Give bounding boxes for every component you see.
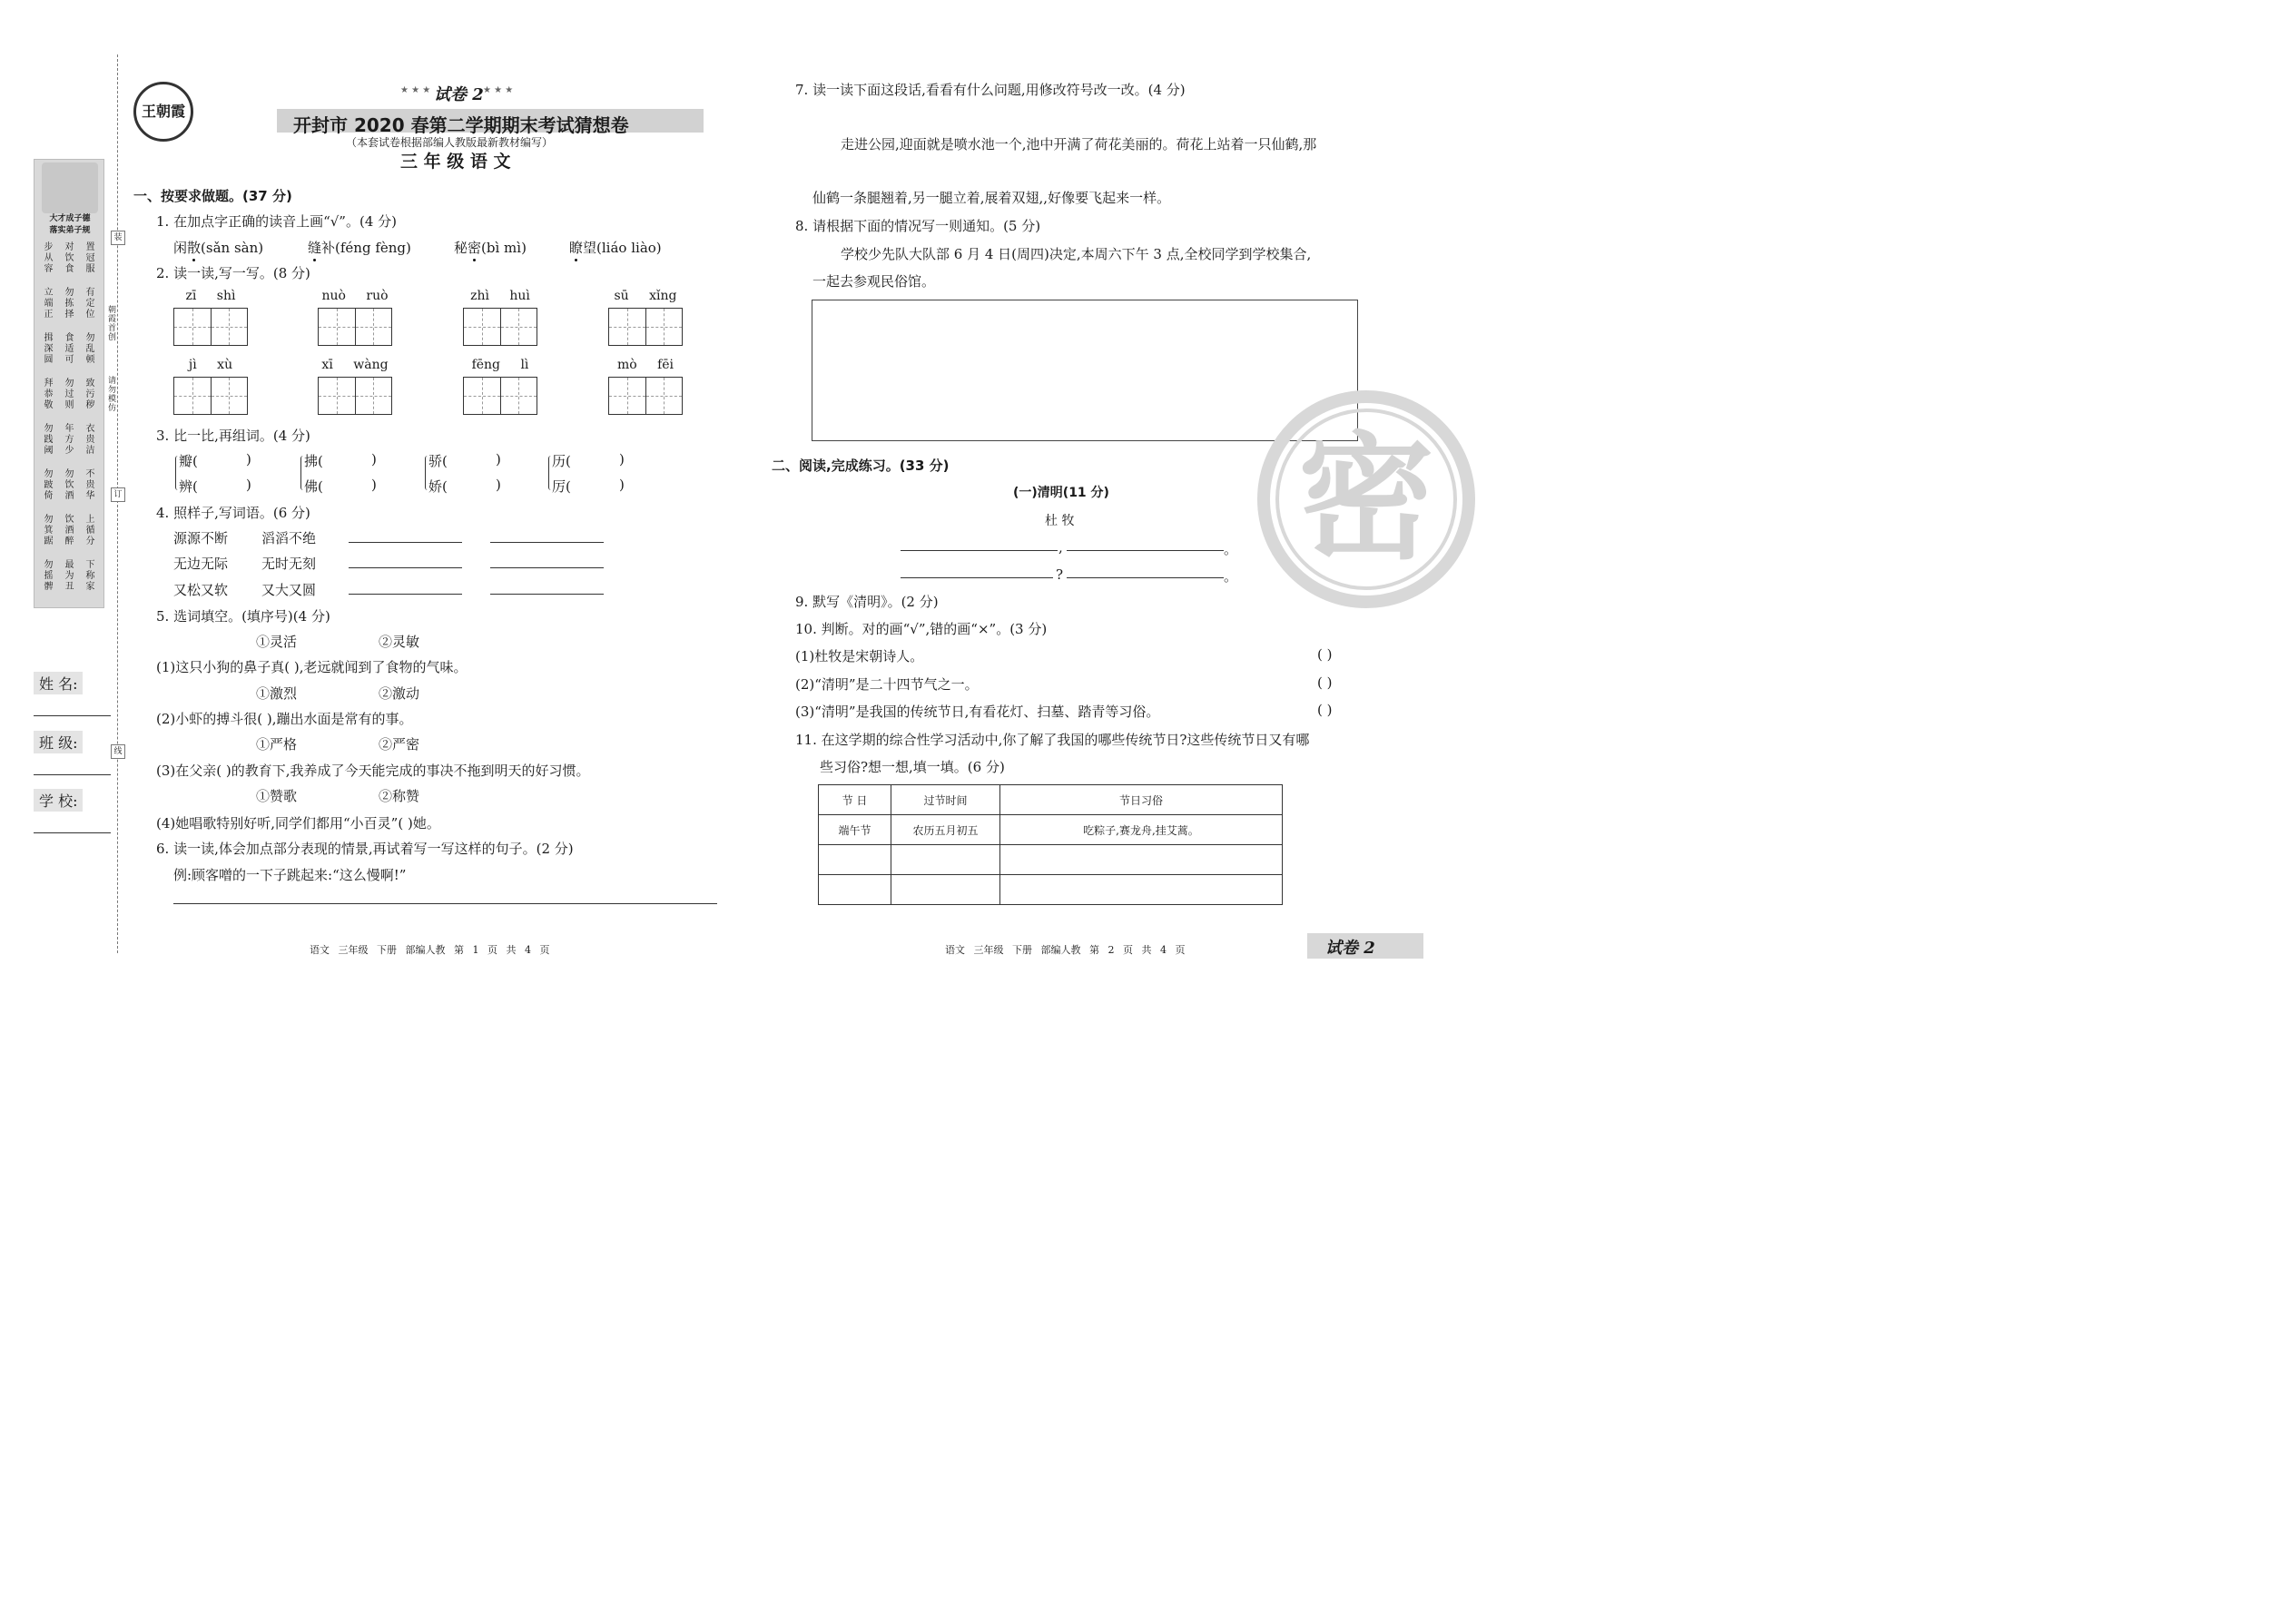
poem-line-1[interactable] [901,550,1058,551]
dizigui-rule: 勿乱顿 [84,332,94,365]
q5-option-2: ②激动 [379,685,420,702]
q2-writing-grid[interactable] [463,377,537,415]
q1-dotted-char: 望 [583,240,597,256]
q1-item [454,238,527,257]
seal-mark-zhuang: 装 [111,231,125,245]
dizigui-rule: 立端正 [42,287,52,320]
q3-char-a: 瓣( [179,453,198,469]
dizigui-rule: 勿拣择 [63,287,73,320]
dizigui-rule: 步从容 [42,241,52,274]
q1-word-char: 闲 [173,240,188,256]
q3-close-a[interactable]: ) [371,451,377,468]
dizigui-rule: 勿摇髀 [42,559,52,592]
dizigui-rule: 勿跛倚 [42,468,52,501]
q2-pinyin: nuò ruò [321,289,389,303]
q9-prompt: 9. 默写《清明》。(2 分) [795,594,939,610]
table-cell[interactable] [1000,845,1283,875]
q1-options[interactable]: (féng fèng) [335,240,411,256]
q4-answer-line[interactable] [490,594,604,595]
q1-dotted-char: 密 [468,240,482,256]
table-cell: 农历五月初五 [891,815,1000,845]
poem-question: ? [1056,566,1064,583]
poem-line-4[interactable] [1067,577,1224,578]
dizigui-rule: 勿箕踞 [42,514,52,546]
q4-example-2: 滔滔不绝 [261,530,317,546]
q4-answer-line[interactable] [349,567,462,568]
q8-para-2: 一起去参观民俗馆。 [812,273,936,290]
grid-cell[interactable] [319,378,356,414]
motto-line-1: 大才成子德 [49,214,91,223]
q8-para-1: 学校少先队大队部 6 月 4 日(周四)决定,本周六下午 3 点,全校同学到学校集合, [841,246,1312,262]
table-cell: 吃粽子,赛龙舟,挂艾蒿。 [1000,815,1283,845]
q4-example-2: 又大又圆 [261,582,317,598]
grid-cell[interactable] [174,309,212,345]
poem-period-1: 。 [1224,541,1238,557]
q2-writing-grid[interactable] [173,377,248,415]
q1-word-char: 瞭 [569,240,584,256]
q4-example-1: 无边无际 [173,556,229,572]
q7-prompt: 7. 读一读下面这段话,看看有什么问题,用修改符号改一改。(4 分) [795,82,1186,98]
q10-answer-paren[interactable]: ( ) [1317,674,1333,691]
q4-prompt: 4. 照样子,写词语。(6 分) [156,505,310,521]
q2-writing-grid[interactable] [608,308,683,346]
q5-option-1: ①激烈 [256,685,298,702]
grid-cell[interactable] [501,309,537,345]
dizigui-rule: 勿过则 [63,378,73,410]
q10-statement: (2)“清明”是二十四节气之一。 [795,676,979,693]
q4-example-1: 源源不断 [173,530,229,546]
q4-example-2: 无时无刻 [261,556,317,572]
section1-heading: 一、按要求做题。(37 分) [133,188,292,204]
q1-options[interactable]: (bì mì) [481,240,527,256]
grid-cell[interactable] [356,309,392,345]
q2-pinyin: zhì huì [470,289,530,303]
brand-logo: 王朝霞 [133,82,193,142]
dizigui-rule: 食适可 [63,332,73,365]
dizigui-rule: 饮酒醉 [63,514,73,546]
table-cell[interactable] [819,845,891,875]
q5-sentence[interactable]: (4)她唱歌特别好听,同学们都用“小百灵”( )她。 [156,815,440,832]
q2-pinyin: jì xù [188,358,233,372]
copyright-stamp-2: 请勿模仿 [106,376,115,412]
grid-cell[interactable] [501,378,537,414]
dizigui-rule: 置冠服 [84,241,94,274]
class-field[interactable] [34,774,111,775]
q6-prompt: 6. 读一读,体会加点部分表现的情景,再试着写一写这样的句子。(2 分) [156,841,574,857]
grid-cell[interactable] [212,378,248,414]
dizigui-rule: 勿饮酒 [63,468,73,501]
q10-statement: (1)杜牧是宋朝诗人。 [795,648,924,664]
q3-brace [300,456,304,490]
copyright-stamp-1: 朝霞首创 [106,305,115,341]
paper-label: 试卷 2 [434,85,484,104]
q5-option-2: ②灵敏 [379,634,420,650]
q1-item [173,238,263,257]
grid-cell[interactable] [646,378,683,414]
q3-char-b: 辨( [179,478,198,495]
confidential-seal: 密 [1275,408,1457,590]
q3-char-b: 娇( [428,478,448,495]
q2-pinyin: mò fēi [616,358,674,372]
exam-subtitle: （本套试卷根据部编人教版最新教材编写） [346,136,554,149]
q3-close-a[interactable]: ) [496,451,501,468]
dizigui-rule: 拜恭敬 [42,378,52,410]
q3-close-a[interactable]: ) [246,451,251,468]
q3-close-b[interactable]: ) [496,477,501,493]
school-field[interactable] [34,832,111,833]
dizigui-panel [34,159,104,608]
q4-answer-line[interactable] [349,542,462,543]
q10-answer-paren[interactable]: ( ) [1317,646,1333,663]
seal-mark-xian: 线 [111,744,125,759]
footer-right: 语文 三年级 下册 部编人教 第 2 页 共 4 页 [945,944,1186,956]
q4-answer-line[interactable] [349,594,462,595]
q4-answer-line[interactable] [490,567,604,568]
festival-table [818,784,1283,905]
stars-right: ★ ★ ★ [483,85,514,95]
q3-char-a: 骄( [428,453,448,469]
table-header-row [819,785,1283,815]
table-header: 过节时间 [891,785,1000,815]
table-header: 节 日 [819,785,891,815]
q10-statement: (3)“清明”是我国的传统节日,有看花灯、扫墓、踏青等习俗。 [795,704,1160,720]
dizigui-rule: 致污秽 [84,378,94,410]
q2-pinyin: fēng lì [471,358,529,372]
q3-char-a: 历( [552,453,571,469]
q1-dotted-char: 补 [321,240,336,256]
table-header: 节日习俗 [1000,785,1283,815]
dizigui-rule: 上循分 [84,514,94,546]
q3-char-b: 厉( [552,478,571,495]
q5-option-1: ①灵活 [256,634,298,650]
table-cell[interactable] [891,845,1000,875]
q8-prompt: 8. 请根据下面的情况写一则通知。(5 分) [795,218,1041,234]
dizigui-rule: 年方少 [63,423,73,456]
poem-comma: , [1058,539,1063,556]
q2-prompt: 2. 读一读,写一写。(8 分) [156,265,310,281]
scholar-portrait-icon [42,162,98,213]
grid-cell[interactable] [356,378,392,414]
name-label: 姓 名: [34,672,83,694]
grid-cell[interactable] [464,309,501,345]
q1-options[interactable]: (sǎn sàn) [201,240,264,256]
q5-option-1: ①严格 [256,736,298,753]
q5-option-1: ①赞歌 [256,788,298,804]
q1-options[interactable]: (liáo liào) [596,240,662,256]
q2-writing-grid[interactable] [318,377,392,415]
motto-line-2: 落实弟子规 [49,226,91,235]
q7-para-2: 仙鹤一条腿翘着,另一腿立着,展着双翅,,好像要飞起来一样。 [812,190,1171,206]
q6-answer-line[interactable] [173,903,717,904]
q6-example [173,865,406,884]
q3-char-a: 拂( [304,453,323,469]
q11-prompt-a: 11. 在这学期的综合性学习活动中,你了解了我国的哪些传统节日?这些传统节日又有哪 [795,732,1310,748]
corner-paper-label: 试卷 2 [1325,939,1375,958]
grid-cell[interactable] [609,378,646,414]
dizigui-rule: 对饮食 [63,241,73,274]
table-cell[interactable] [1000,875,1283,905]
q3-prompt: 3. 比一比,再组词。(4 分) [156,428,310,444]
table-row [819,815,1283,845]
q7-para-1: 走进公园,迎面就是喷水池一个,池中开满了荷花美丽的。荷花上站着一只仙鹤,那 [841,136,1317,153]
q1-word-char: 秘 [454,240,468,256]
table-row[interactable] [819,875,1283,905]
section2-heading: 二、阅读,完成练习。(33 分) [772,458,950,474]
q4-answer-line[interactable] [490,542,604,543]
q11-prompt-b: 些习俗?想一想,填一填。(6 分) [820,759,1005,775]
table-cell[interactable] [891,875,1000,905]
q1-dotted-char: 散 [187,240,202,256]
q3-close-b[interactable]: ) [371,477,377,493]
q4-example-1: 又松又软 [173,582,229,598]
exam-subject: 三 年 级 语 文 [400,152,511,172]
q5-prompt: 5. 选词填空。(填序号)(4 分) [156,608,330,625]
q2-pinyin: xī wàng [321,358,389,372]
dizigui-rule: 下称家 [84,559,94,592]
q3-char-b: 佛( [304,478,323,495]
q5-option-2: ②称赞 [379,788,420,804]
footer-left: 语文 三年级 下册 部编人教 第 1 页 共 4 页 [310,944,550,956]
grid-cell[interactable] [319,309,356,345]
q2-writing-grid[interactable] [463,308,537,346]
q5-sentence[interactable]: (2)小虾的搏斗很( ),蹦出水面是常有的事。 [156,711,413,727]
q8-answer-box[interactable] [812,300,1358,441]
poem-line-2[interactable] [1067,550,1224,551]
q1-item [569,238,662,257]
stars-left: ★ ★ ★ [400,85,431,95]
dizigui-rule: 有定位 [84,287,94,320]
q6-example-start: 例:顾客噌的一下子跳起来:“这么慢啊!” [173,867,407,883]
q3-close-a[interactable]: ) [619,451,625,468]
q1-word-char: 缝 [308,240,322,256]
seal-mark-ding: 订 [111,487,125,502]
q1-item [308,238,411,257]
dizigui-rule: 衣贵洁 [84,423,94,456]
q5-sentence[interactable]: (3)在父亲( )的教育下,我养成了今天能完成的事决不拖到明天的好习惯。 [156,763,590,779]
q2-pinyin: zī shì [185,289,236,303]
grid-cell[interactable] [212,309,248,345]
q5-option-2: ②严密 [379,736,420,753]
grid-cell[interactable] [646,309,683,345]
table-row[interactable] [819,845,1283,875]
dizigui-rule: 勿践阈 [42,423,52,456]
q2-writing-grid[interactable] [318,308,392,346]
q3-brace [548,456,552,490]
poem-period-2: 。 [1224,568,1238,585]
table-cell: 端午节 [819,815,891,845]
exam-title: 开封市 2020 春第二学期期末考试猜想卷 [293,114,629,136]
grid-cell[interactable] [464,378,501,414]
q2-writing-grid[interactable] [173,308,248,346]
q1-prompt: 1. 在加点字正确的读音上画“√”。(4 分) [156,213,397,230]
q10-answer-paren[interactable]: ( ) [1317,702,1333,718]
q3-brace [425,456,428,490]
q3-brace [175,456,179,490]
poem-title: (一)清明(11 分) [1013,486,1109,500]
q5-sentence[interactable]: (1)这只小狗的鼻子真( ),老远就闻到了食物的气味。 [156,659,468,675]
dizigui-rule: 最为丑 [63,559,73,592]
school-label: 学 校: [34,789,83,812]
name-field[interactable] [34,715,111,716]
class-label: 班 级: [34,731,83,753]
poem-author: 杜 牧 [1045,514,1075,528]
binding-line [117,54,118,953]
q2-writing-grid[interactable] [608,377,683,415]
dizigui-rule: 不贵华 [84,468,94,501]
q2-pinyin: sū xǐng [614,289,677,303]
grid-cell[interactable] [174,378,212,414]
grid-cell[interactable] [609,309,646,345]
q3-close-b[interactable]: ) [619,477,625,493]
table-cell[interactable] [819,875,891,905]
q3-close-b[interactable]: ) [246,477,251,493]
poem-line-3[interactable] [901,577,1053,578]
q10-prompt: 10. 判断。对的画“√”,错的画“×”。(3 分) [795,621,1048,637]
dizigui-rule: 揖深圆 [42,332,52,365]
